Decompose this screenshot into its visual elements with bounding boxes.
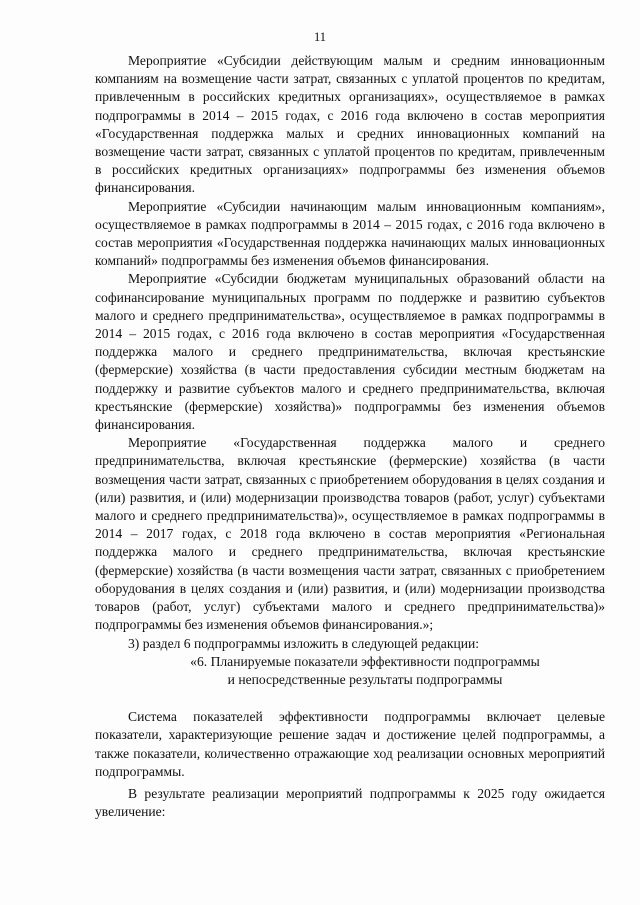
paragraph: Мероприятие «Субсидии бюджетам муниципальных образований области на софинансирование муниципальных программ по поддержке и развитию субъектов малого и среднего предпринимательства», осуществляемое в рамках подпрограммы в 2014 – 2015 годах, с 2016 года включено в состав мероприятия «Государственная поддержка малого и среднего предпринимательства, включая крестьянские (фермерские) хозяйства (в части предоставления субсидии местным бюджетам на поддержку и развитие субъектов малого и среднего предпринимательства, включая крестьянские (фермерские) хозяйства)» подпрограммы без изменения объемов финансирования. [95,271,605,433]
paragraph: Мероприятие «Государственная поддержка малого и среднего предпринимательства, включая крестьянские (фермерские) хозяйства (в части возмещения части затрат, связанных с приобретением оборудования в целях создания и (или) развития, и (или) модернизации производства товаров (работ, услуг) субъектами малого и среднего предпринимательства)», осуществляемое в рамках подпрограммы в 2014 – 2017 годах, с 2018 года включено в состав мероприятия «Региональная поддержка малого и среднего предпринимательства, включая крестьянские (фермерские) хозяйства (в части возмещения части затрат, связанных с приобретением оборудования в целях создания и (или) развития, и (или) модернизации производства товаров (работ, услуг) субъектами малого и среднего предпринимательства)» подпрограммы без изменения объемов финансирования.»; [95,435,605,633]
spacer [95,689,605,708]
section-heading-line-1: «6. Планируемые показатели эффективности подпрограммы [190,653,540,669]
paragraph: Мероприятие «Субсидии начинающим малым инновационным компаниям», осуществляемое в рамках подпрограммы в 2014 – 2015 годах, с 2016 года включено в состав мероприятия «Государственная поддержка начинающих малых инновационных компаний» подпрограммы без изменения объемов финансирования. [95,198,605,269]
paragraph: Мероприятие «Субсидии действующим малым и средним инновационным компаниям на возмещение части затрат, связанных с уплатой процентов по кредитам, привлеченным в российских кредитных организациях», осуществляемое в рамках подпрограммы в 2014 – 2015 годах, с 2016 года включено в состав мероприятия «Государственная поддержка малых и средних инновационных компаний на возмещение части затрат, связанных с уплатой процентов по кредитам, привлеченным в российских кредитных организациях» подпрограммы без изменения объемов финансирования. [95,53,605,196]
paragraph: В результате реализации мероприятий подпрограммы к 2025 году ожидается увеличение: [95,785,605,820]
page-number: 11 [313,30,327,44]
paragraph: Система показателей эффективности подпрограммы включает целевые показатели, характеризующие решение задач и достижение целей подпрограммы, а также показатели, количественно отражающие ход реализации основных мероприятий подпрограммы. [95,709,605,779]
list-item-3: 3) раздел 6 подпрограммы изложить в следующей редакции: [128,635,480,651]
section-heading-line-2: и непосредственные результаты подпрограммы [227,671,503,687]
document-body [95,52,605,821]
